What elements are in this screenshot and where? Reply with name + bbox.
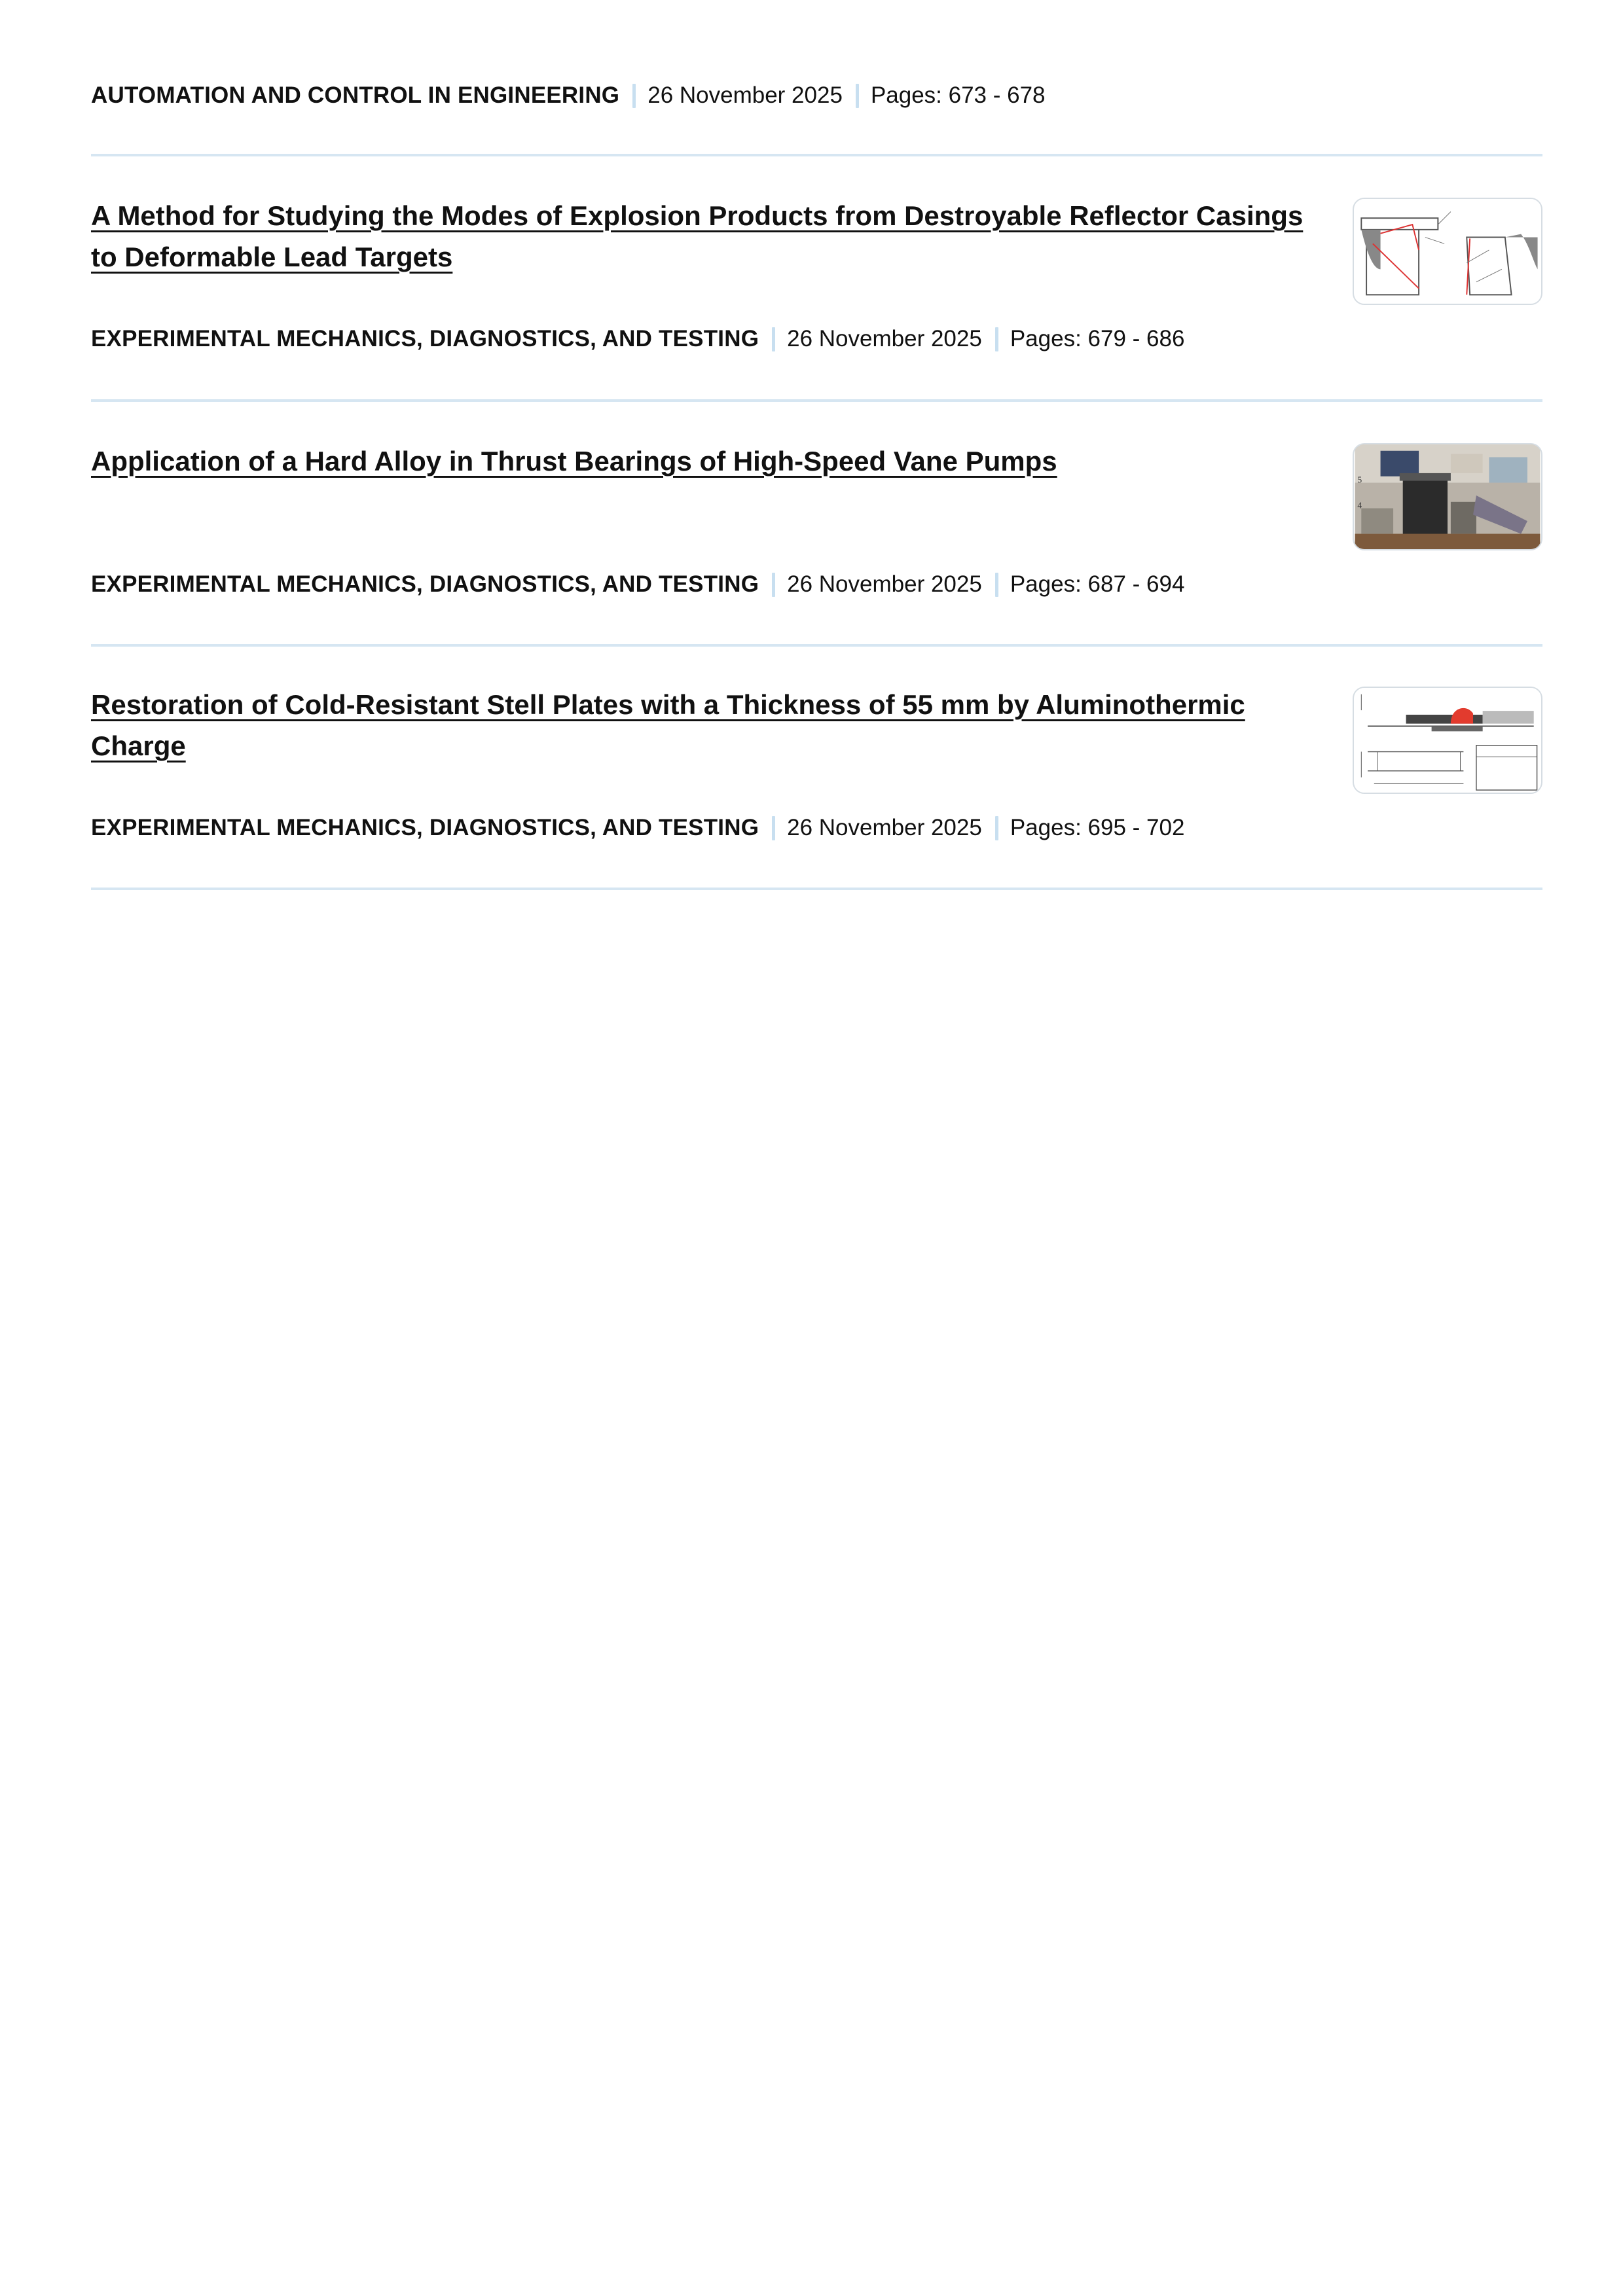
article-item bbox=[91, 195, 1542, 351]
article-date: 26 November 2025 bbox=[647, 82, 843, 108]
meta-separator bbox=[632, 84, 636, 108]
svg-text:5: 5 bbox=[1357, 475, 1362, 485]
article-title[interactable]: Application of a Hard Alloy in Thrust Bearings of High-Speed Vane Pumps bbox=[91, 446, 1057, 476]
divider bbox=[91, 399, 1542, 402]
meta-separator bbox=[772, 816, 775, 840]
article-thumbnail[interactable] bbox=[1353, 443, 1542, 550]
article-pages: Pages: 687 - 694 bbox=[1010, 571, 1185, 597]
article-section[interactable]: EXPERIMENTAL MECHANICS, DIAGNOSTICS, AND TESTING bbox=[91, 326, 759, 351]
meta-separator bbox=[772, 573, 775, 597]
article-title[interactable]: Restoration of Cold-Resistant Stell Plates with a Thickness of 55 mm by Aluminothermic Charge bbox=[91, 689, 1245, 761]
article-pages: Pages: 673 - 678 bbox=[870, 82, 1046, 108]
schematic-diagram-image bbox=[1354, 688, 1541, 793]
article-title[interactable]: A Method for Studying the Modes of Explosion Products from Destroyable Reflector Casings to Deformable Lead Targets bbox=[91, 200, 1304, 272]
article-meta bbox=[91, 565, 1184, 604]
article-item bbox=[91, 440, 1542, 597]
meta-separator bbox=[995, 573, 998, 597]
divider bbox=[91, 888, 1542, 890]
article-pages: Pages: 679 - 686 bbox=[1010, 326, 1185, 351]
divider bbox=[91, 154, 1542, 156]
meta-separator bbox=[772, 327, 775, 351]
article-date: 26 November 2025 bbox=[787, 326, 982, 351]
technical-drawing-image bbox=[1354, 199, 1541, 304]
article-thumbnail[interactable] bbox=[1353, 687, 1542, 794]
article-meta bbox=[91, 76, 1046, 115]
article-date: 26 November 2025 bbox=[787, 571, 982, 597]
article-date: 26 November 2025 bbox=[787, 815, 982, 840]
article-meta bbox=[91, 808, 1184, 848]
lab-photo-image bbox=[1354, 444, 1541, 549]
article-section[interactable]: EXPERIMENTAL MECHANICS, DIAGNOSTICS, AND TESTING bbox=[91, 571, 759, 597]
article-meta bbox=[91, 319, 1184, 359]
article-thumbnail[interactable] bbox=[1353, 198, 1542, 305]
meta-separator bbox=[995, 327, 998, 351]
meta-separator bbox=[856, 84, 859, 108]
article-section[interactable]: EXPERIMENTAL MECHANICS, DIAGNOSTICS, AND TESTING bbox=[91, 815, 759, 840]
meta-separator bbox=[995, 816, 998, 840]
article-section[interactable]: AUTOMATION AND CONTROL IN ENGINEERING bbox=[91, 82, 620, 108]
divider bbox=[91, 644, 1542, 647]
svg-text:4: 4 bbox=[1357, 500, 1362, 511]
article-item bbox=[91, 684, 1542, 840]
article-pages: Pages: 695 - 702 bbox=[1010, 815, 1185, 840]
